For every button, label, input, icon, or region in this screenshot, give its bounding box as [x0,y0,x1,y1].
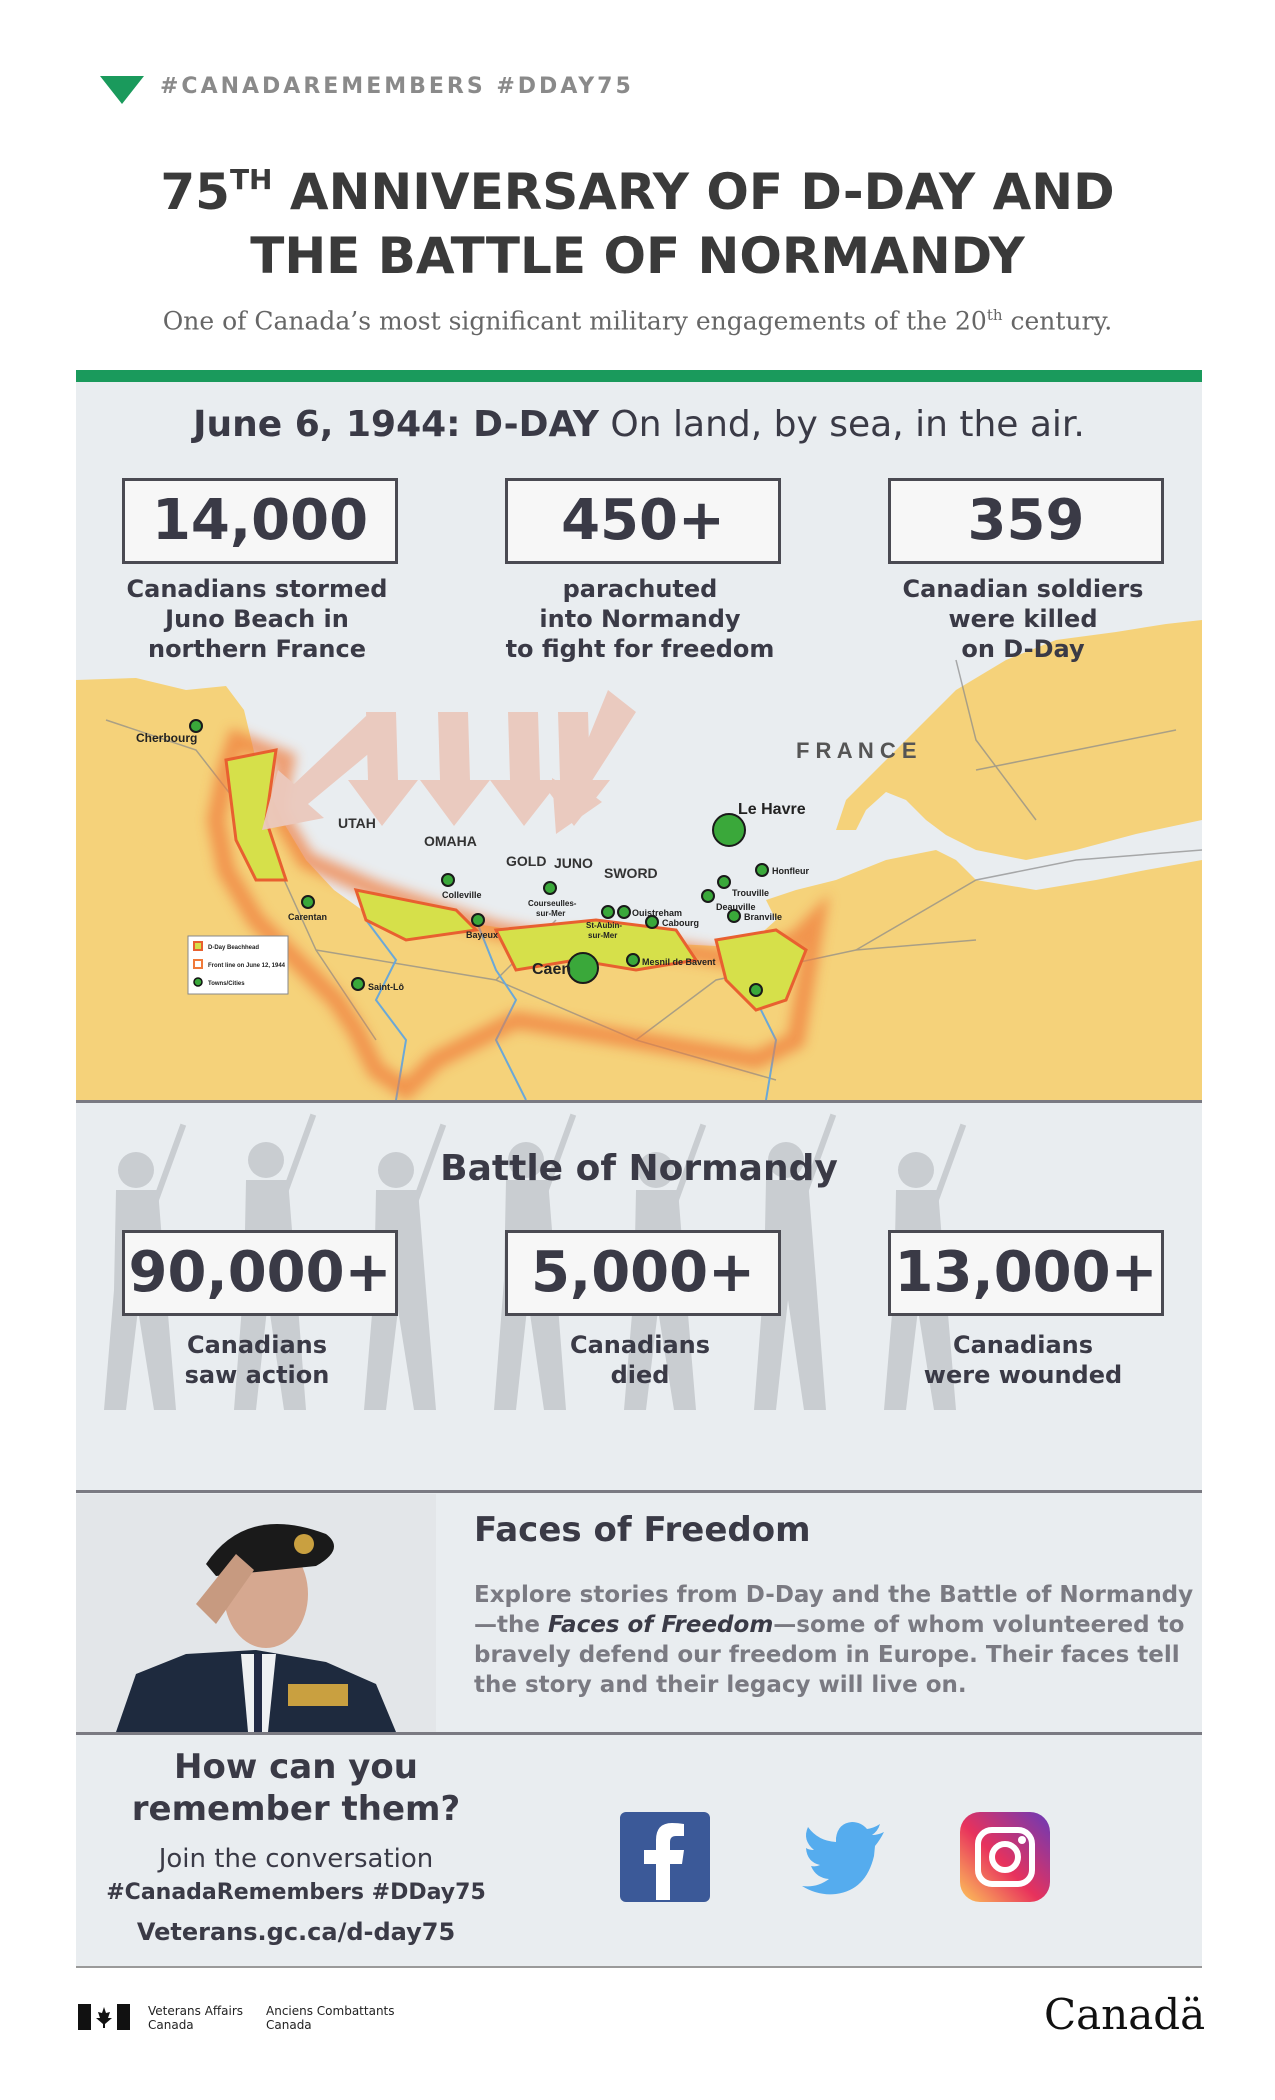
faces-heading: Faces of Freedom [474,1510,811,1550]
facebook-icon[interactable] [620,1812,710,1902]
department-name-en: Veterans Affairs Canada [148,2004,244,2032]
town-marker [618,906,630,918]
town-label: Mesnil de Bavent [642,957,716,967]
town-label: Trouville [732,888,770,898]
town-label: Bayeux [466,930,499,940]
section-divider [76,1100,1202,1103]
page-title: 75TH ANNIVERSARY OF D-DAY AND THE BATTLE OF NORMANDY [160,163,1115,285]
beach-label-gold: GOLD [506,853,547,869]
town-marker [568,953,598,983]
stat-killed-value: 359 [888,478,1164,564]
faces-body: Explore stories from D-Day and the Battle of Normandy—the Faces of Freedom—some of whom volunteered to bravely defend our freedom in Europe. Their faces tell the story and their legacy will live on. [474,1582,1194,1698]
arrow-gold [420,712,490,826]
twitter-icon[interactable] [800,1812,890,1902]
country-label: F R A N C E [796,738,917,763]
town-marker [602,906,614,918]
town-label: Cabourg [662,918,699,928]
town-marker [718,876,730,888]
town-label: sur-Mer [588,931,618,940]
stat-wounded-label: Canadians were wounded [923,1331,1123,1389]
normandy-map [76,620,1202,1100]
town-label: sur-Mer [536,909,566,918]
canada-wordmark: Canadä [1044,1990,1206,2039]
beach-label-juno: JUNO [554,855,593,871]
stat-wounded-value: 13,000+ [888,1230,1164,1316]
battle-heading: Battle of Normandy [440,1148,838,1189]
map-legend [188,936,288,994]
town-marker [756,864,768,876]
footer-divider [76,1966,1202,1968]
town-marker [442,874,454,886]
stat-died-label: Canadians died [569,1331,711,1389]
section-divider [76,1732,1202,1735]
stat-saw-action-label: Canadians saw action [184,1331,330,1389]
beach-label-sword: SWORD [604,865,658,881]
town-label: Honfleur [772,866,809,876]
green-divider [76,370,1202,382]
remember-heading: How can you remember them? [131,1747,461,1829]
town-label: Courseulles- [528,899,577,908]
town-label: St-Aubin- [586,921,622,930]
town-label: Colleville [442,890,482,900]
town-marker [544,882,556,894]
town-label: Le Havre [738,801,806,818]
header-hashtags: #CANADAREMEMBERS #DDAY75 [160,74,634,99]
stat-juno-label: Canadians stormed Juno Beach in northern France [126,575,388,663]
website-link[interactable]: Veterans.gc.ca/d-day75 [136,1918,456,1946]
town-marker [472,914,484,926]
canada-flag-icon [78,2004,130,2030]
beach-label-omaha: OMAHA [424,833,477,849]
town-marker [352,978,364,990]
join-conversation: Join the conversation [158,1844,434,1874]
town-label: Caen [532,961,572,978]
instagram-icon[interactable] [960,1812,1050,1902]
section-divider [76,1490,1202,1493]
department-name-fr: Anciens Combattants Canada [266,2004,395,2032]
remember-hashtags: #CanadaRemembers #DDay75 [106,1880,486,1905]
stat-parachuted-value: 450+ [505,478,781,564]
veteran-photo [76,1494,436,1732]
town-marker [702,890,714,902]
stat-parachuted-label: parachuted into Normandy to fight for freedom [505,575,775,663]
town-label: Cherbourg [136,731,198,745]
dday-heading: June 6, 1944: D-DAY On land, by sea, in the air. [193,404,1085,445]
town-marker [627,954,639,966]
beach-label-utah: UTAH [338,815,376,831]
town-label: Carentan [288,912,328,922]
stat-killed-label: Canadian soldiers were killed on D-Day [902,575,1144,663]
town-label: Saint-Lô [368,982,404,992]
legend-label: D-Day Beachhead [208,945,260,951]
town-marker [750,984,762,996]
legend-label: Front line on June 12, 1944 [208,963,286,969]
stat-saw-action-value: 90,000+ [122,1230,398,1316]
town-marker [302,896,314,908]
page-subtitle: One of Canada’s most significant military engagements of the 20th century. [162,306,1113,336]
town-label: Deauville [716,902,756,912]
stat-died-value: 5,000+ [505,1230,781,1316]
legend-label: Towns/Cities [208,981,245,987]
town-label: Ouistreham [632,908,683,918]
town-label: Branville [744,912,783,922]
stat-juno-value: 14,000 [122,478,398,564]
arrow-juno [490,712,560,826]
green-triangle-icon [100,76,144,104]
town-marker [713,814,745,846]
